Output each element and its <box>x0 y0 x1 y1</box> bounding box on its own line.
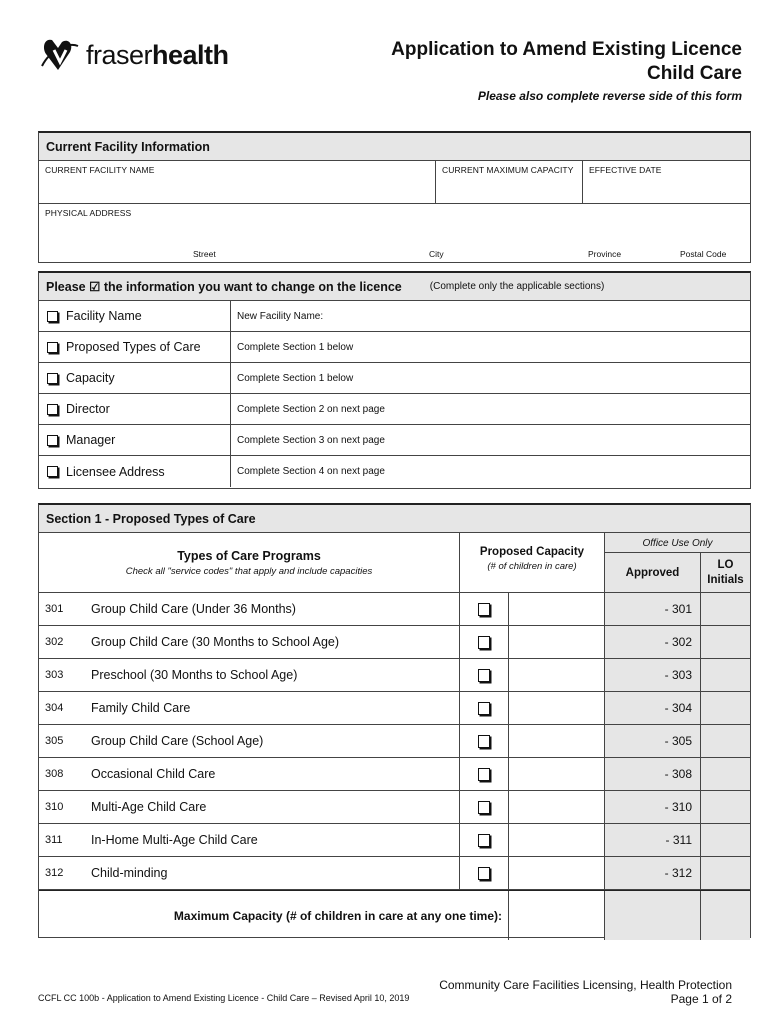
program-name: Family Child Care <box>91 701 191 715</box>
heading-text: Please <box>46 279 86 294</box>
service-code: 303 <box>45 669 64 681</box>
checkbox-icon[interactable] <box>478 702 490 715</box>
checkbox-icon[interactable] <box>478 801 490 814</box>
lo-initials-cell <box>701 659 750 691</box>
checkbox-icon[interactable] <box>47 435 58 446</box>
title-line1: Application to Amend Existing Licence <box>391 39 742 60</box>
change-checkbox-0[interactable] <box>39 301 231 331</box>
program-name: Preschool (30 Months to School Age) <box>91 668 298 682</box>
change-section <box>38 271 751 489</box>
lo-initials-cell <box>701 857 750 889</box>
section1-types-of-care <box>38 503 751 938</box>
change-item-field[interactable] <box>231 332 750 362</box>
approved-code: - 304 <box>605 692 701 724</box>
section-heading: Section 1 - Proposed Types of Care <box>39 505 750 533</box>
field-label: EFFECTIVE DATE <box>589 165 662 175</box>
approved-code: - 305 <box>605 725 701 757</box>
checkbox-icon[interactable] <box>478 768 490 781</box>
proposed-capacity-input[interactable] <box>509 593 605 625</box>
approved-code: - 301 <box>605 593 701 625</box>
max-capacity-label: Maximum Capacity (# of children in care at any one time): <box>39 891 509 940</box>
change-item-label: Manager <box>66 433 116 447</box>
program-name: Group Child Care (Under 36 Months) <box>91 602 296 616</box>
field-label: PHYSICAL ADDRESS <box>45 208 132 218</box>
proposed-capacity-input[interactable] <box>509 857 605 889</box>
change-item-field[interactable] <box>231 394 750 424</box>
footer-right <box>439 978 732 1006</box>
approved-code: - 310 <box>605 791 701 823</box>
change-checkbox-4[interactable] <box>39 425 231 455</box>
city-label: City <box>429 249 444 259</box>
change-item-instruction: Complete Section 4 on next page <box>237 466 385 477</box>
proposed-capacity-input[interactable] <box>509 626 605 658</box>
form-id: CCFL CC 100b - Application to Amend Existing Licence - Child Care – Revised April 10, 2019 <box>38 993 410 1003</box>
section-heading <box>39 273 750 301</box>
effective-date-field[interactable] <box>583 161 750 203</box>
proposed-capacity-input[interactable] <box>509 758 605 790</box>
care-program-row <box>39 824 750 857</box>
program-name: Occasional Child Care <box>91 767 216 781</box>
change-item <box>39 456 750 487</box>
approved-code: - 308 <box>605 758 701 790</box>
program-name: Group Child Care (School Age) <box>91 734 264 748</box>
heading-note: (Complete only the applicable sections) <box>429 281 605 292</box>
col-header-approved: Approved <box>605 553 701 592</box>
postal-code-label: Postal Code <box>680 249 727 259</box>
max-capacity-approved <box>605 891 701 940</box>
change-item-instruction: New Facility Name: <box>237 310 324 322</box>
checkbox-icon[interactable] <box>478 603 490 616</box>
facility-name-field[interactable] <box>39 161 436 203</box>
lo-initials-cell <box>701 692 750 724</box>
change-item-instruction: Complete Section 1 below <box>237 341 354 353</box>
service-code: 308 <box>45 768 64 780</box>
service-code: 302 <box>45 636 64 648</box>
field-label: CURRENT FACILITY NAME <box>45 165 155 175</box>
max-capacity-lo-initials <box>701 891 750 940</box>
change-item-label: Proposed Types of Care <box>66 340 201 354</box>
care-program-row <box>39 857 750 890</box>
logo-text-bold: health <box>152 39 229 70</box>
change-item <box>39 332 750 363</box>
care-program-row <box>39 725 750 758</box>
service-code: 305 <box>45 735 64 747</box>
service-code: 310 <box>45 801 64 813</box>
checkbox-icon[interactable] <box>47 404 58 415</box>
proposed-capacity-input[interactable] <box>509 824 605 856</box>
province-label: Province <box>588 249 622 259</box>
change-item-instruction: Complete Section 2 on next page <box>237 403 385 415</box>
lo-initials-cell <box>701 758 750 790</box>
change-item-instruction: Complete Section 3 on next page <box>237 434 385 446</box>
program-name: Group Child Care (30 Months to School Age) <box>91 635 340 649</box>
approved-code: - 303 <box>605 659 701 691</box>
care-program-row <box>39 758 750 791</box>
service-code: 311 <box>45 834 63 846</box>
change-item-field[interactable] <box>231 301 750 331</box>
checkbox-icon[interactable] <box>478 867 490 880</box>
care-program-row <box>39 626 750 659</box>
change-item-label: Licensee Address <box>66 464 165 479</box>
change-item-label: Capacity <box>66 371 115 385</box>
heart-logo-icon <box>40 36 80 74</box>
proposed-capacity-input[interactable] <box>509 725 605 757</box>
proposed-capacity-input[interactable] <box>509 692 605 724</box>
change-item-instruction: Complete Section 1 below <box>237 372 354 384</box>
checkbox-icon[interactable] <box>47 311 58 322</box>
current-capacity-field[interactable] <box>436 161 583 203</box>
service-code: 304 <box>45 702 64 714</box>
change-item-field[interactable] <box>231 456 750 487</box>
checkbox-icon[interactable] <box>47 373 58 384</box>
change-item-label: Facility Name <box>66 309 142 323</box>
col-header-capacity: Proposed Capacity <box>479 546 585 558</box>
department: Community Care Facilities Licensing, Health Protection <box>439 978 732 992</box>
checkbox-icon[interactable] <box>478 636 490 649</box>
office-use-label: Office Use Only <box>605 533 750 553</box>
approved-code: - 302 <box>605 626 701 658</box>
change-item <box>39 363 750 394</box>
col-note-programs: Check all "service codes" that apply and include capacities <box>125 565 373 577</box>
max-capacity-input[interactable] <box>509 891 605 940</box>
change-checkbox-1[interactable] <box>39 332 231 362</box>
program-name: In-Home Multi-Age Child Care <box>91 833 258 847</box>
lo-initials-cell <box>701 791 750 823</box>
lo-initials-cell <box>701 626 750 658</box>
program-name: Multi-Age Child Care <box>91 800 207 814</box>
change-checkbox-2[interactable] <box>39 363 231 393</box>
change-item <box>39 301 750 332</box>
col-header-lo-initials: LO Initials <box>707 558 744 586</box>
heading-text: the information you want to change on the licence <box>103 279 402 294</box>
checkbox-icon[interactable] <box>478 735 490 748</box>
logo-text-light: fraser <box>86 39 153 70</box>
field-label: CURRENT MAXIMUM CAPACITY <box>442 165 574 175</box>
change-item <box>39 425 750 456</box>
col-note-capacity: (# of children in care) <box>487 561 577 572</box>
change-checkbox-5[interactable] <box>39 456 231 487</box>
change-item-field[interactable] <box>231 363 750 393</box>
title-line2: Child Care <box>646 63 742 84</box>
street-label: Street <box>193 249 216 259</box>
col-header-programs: Types of Care Programs <box>177 548 321 563</box>
care-program-row <box>39 791 750 824</box>
section-heading: Current Facility Information <box>39 133 750 161</box>
change-item <box>39 394 750 425</box>
program-name: Child-minding <box>91 866 168 880</box>
form-subtitle: Please also complete reverse side of this form <box>477 89 742 103</box>
checkmark-icon: ☑ <box>89 280 101 294</box>
current-facility-section <box>38 131 751 263</box>
service-code: 301 <box>45 603 64 615</box>
form-title <box>391 38 742 86</box>
fraserhealth-logo <box>40 36 229 74</box>
lo-initials-cell <box>701 725 750 757</box>
care-program-row <box>39 593 750 626</box>
lo-initials-cell <box>701 593 750 625</box>
change-item-field[interactable] <box>231 425 750 455</box>
care-program-row <box>39 659 750 692</box>
lo-initials-cell <box>701 824 750 856</box>
physical-address-field[interactable] <box>39 204 750 262</box>
care-program-row <box>39 692 750 725</box>
approved-code: - 312 <box>605 857 701 889</box>
service-code: 312 <box>45 867 64 879</box>
checkbox-icon[interactable] <box>47 466 58 477</box>
change-item-label: Director <box>66 402 110 416</box>
checkbox-icon[interactable] <box>478 834 490 847</box>
proposed-capacity-input[interactable] <box>509 659 605 691</box>
page-number: Page 1 of 2 <box>670 992 732 1006</box>
checkbox-icon[interactable] <box>478 669 490 682</box>
checkbox-icon[interactable] <box>47 342 58 353</box>
approved-code: - 311 <box>605 824 701 856</box>
proposed-capacity-input[interactable] <box>509 791 605 823</box>
change-checkbox-3[interactable] <box>39 394 231 424</box>
